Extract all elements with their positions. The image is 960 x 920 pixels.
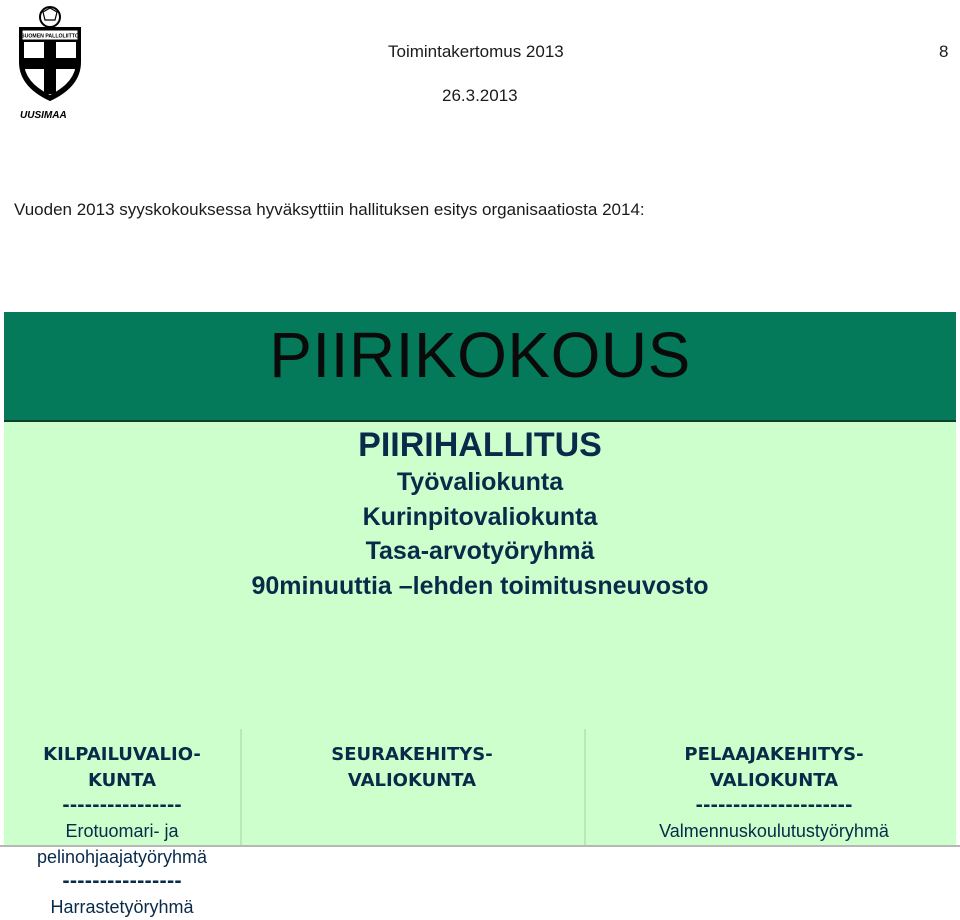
- association-logo: [14, 4, 88, 122]
- competition-committee-column: [4, 742, 240, 920]
- logo-region-text: UUSIMAA: [20, 110, 67, 121]
- page-bottom-rule: [0, 845, 960, 847]
- intro-paragraph: Vuoden 2013 syyskokouksessa hyväksyttiin hallituksen esitys organisaatiosta 2014:: [14, 200, 645, 219]
- working-group: Erotuomari- ja pelinohjaajatyöryhmä: [36, 821, 208, 867]
- crest-icon: [14, 4, 88, 122]
- column-divider: [584, 729, 586, 846]
- organization-chart: [4, 312, 956, 917]
- separator-line: ----------------: [62, 871, 182, 892]
- committee-title: SEURAKEHITYS-: [331, 744, 493, 765]
- general-meeting-title: PIIRIKOKOUS: [269, 319, 691, 391]
- board-block: [4, 425, 956, 603]
- board-heading: PIIRIHALLITUS: [358, 426, 602, 464]
- committee-title: KUNTA: [87, 770, 157, 791]
- committee-title: VALIOKUNTA: [709, 770, 839, 791]
- separator-line: ----------------: [62, 795, 182, 816]
- committee-title: VALIOKUNTA: [347, 770, 477, 791]
- page-number: 8: [939, 42, 949, 61]
- board-item: Työvaliokunta: [396, 468, 564, 496]
- board-panel: [4, 422, 956, 917]
- club-development-committee-column: [240, 742, 584, 794]
- working-group: Valmennuskoulutustyöryhmä: [659, 821, 889, 841]
- separator-line: ---------------------: [695, 795, 853, 816]
- working-group: Harrastetyöryhmä: [50, 897, 194, 917]
- board-item: Tasa-arvotyöryhmä: [365, 537, 595, 565]
- general-meeting-band: [4, 312, 956, 422]
- logo-banner-text: SUOMEN PALLOLIITTO: [21, 33, 79, 40]
- committee-title: KILPAILUVALIO-: [43, 744, 201, 765]
- document-title: Toimintakertomus 2013: [388, 42, 564, 61]
- player-development-committee-column: [624, 742, 924, 844]
- committee-title: PELAAJAKEHITYS-: [684, 744, 864, 765]
- board-item: 90minuuttia –lehden toimitusneuvosto: [251, 571, 709, 600]
- board-item: Kurinpitovaliokunta: [362, 502, 598, 531]
- document-date: 26.3.2013: [442, 86, 518, 105]
